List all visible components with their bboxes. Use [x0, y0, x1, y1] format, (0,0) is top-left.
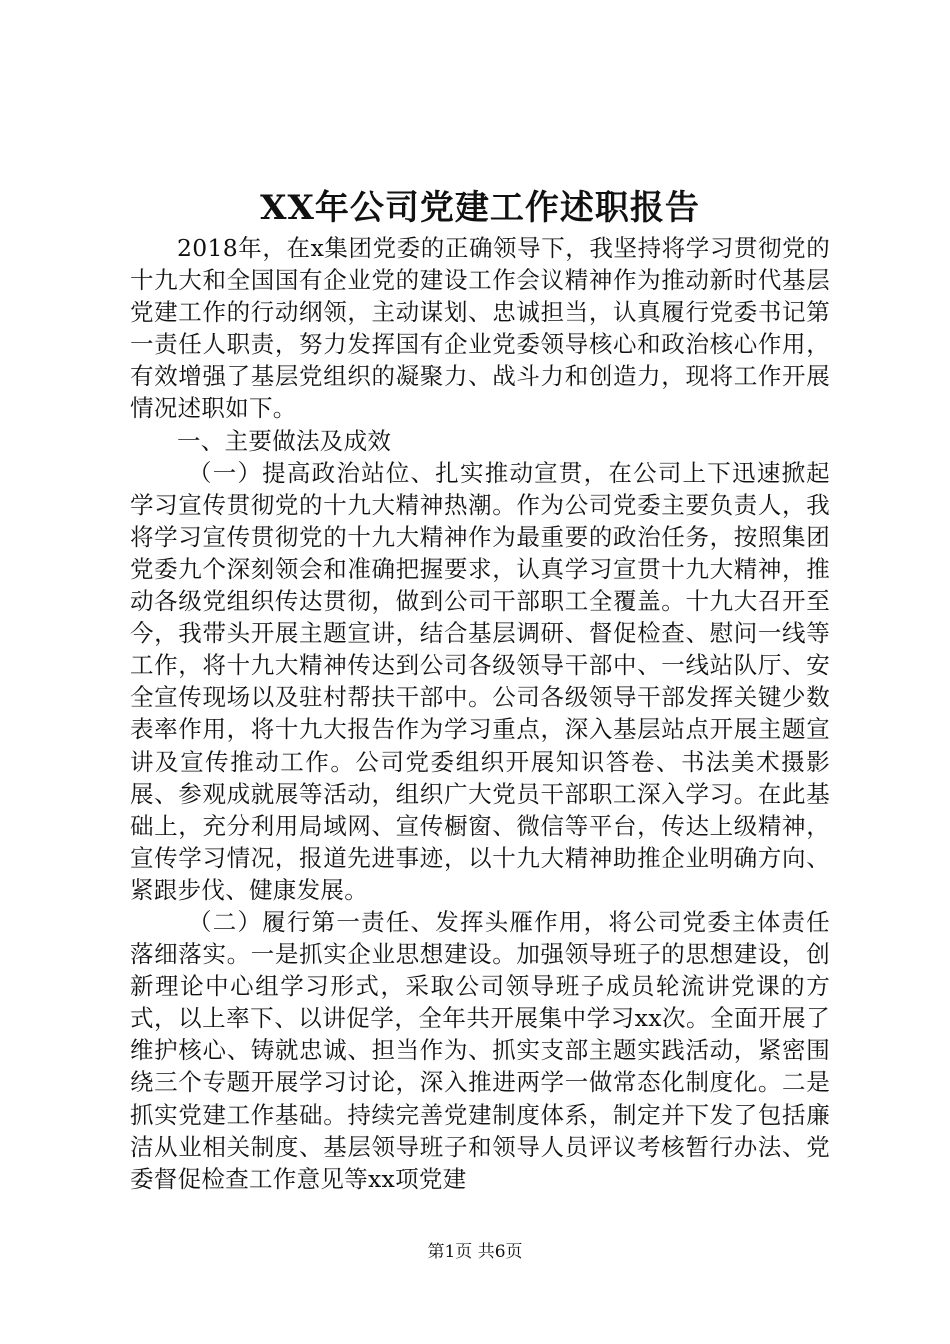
document-title: XX年公司党建工作述职报告 [260, 188, 700, 228]
subsection-1-paragraph: （一）提高政治站位、扎实推动宣贯，在公司上下迅速掀起学习宣传贯彻党的十九大精神热潮。作为公司党委主要负责人，我将学习宣传贯彻党的十九大精神作为最重要的政治任务，按照集团党委九个深刻领会和准确把握要求，认真学习宣贯十九大精神，推动各级党组织传达贯彻，做到公司干部职工全覆盖。十九大召开至今，我带头开展主题宣讲，结合基层调研、督促检查、慰问一线等工作，将十九大精神传达到公司各级领导干部中、一线站队厅、安全宣传现场以及驻村帮扶干部中。公司各级领导干部发挥关键少数表率作用，将十九大报告作为学习重点，深入基层站点开展主题宣讲及宣传推动工作。公司党委组织开展知识答卷、书法美术摄影展、参观成就展等活动，组织广大党员干部职工深入学习。在此基础上，充分利用局域网、宣传橱窗、微信等平台，传达上级精神，宣传学习情况，报道先进事迹，以十九大精神助推企业明确方向、紧跟步伐、健康发展。 [130, 458, 830, 904]
intro-paragraph: 2018年，在x集团党委的正确领导下，我坚持将学习贯彻党的十九大和全国国有企业党的建设工作会议精神作为推动新时代基层党建工作的行动纲领，主动谋划、忠诚担当，认真履行党委书记第一责任人职责，努力发挥国有企业党委领导核心和政治核心作用，有效增强了基层党组织的凝聚力、战斗力和创造力，现将工作开展情况述职如下。 [130, 234, 830, 423]
document-body [130, 232, 830, 1195]
section-heading: 一、主要做法及成效 [177, 426, 392, 455]
subsection-2-paragraph: （二）履行第一责任、发挥头雁作用，将公司党委主体责任落细落实。一是抓实企业思想建设。加强领导班子的思想建设，创新理论中心组学习形式，采取公司领导班子成员轮流讲党课的方式，以上率下、以讲促学，全年共开展集中学习xx次。全面开展了维护核心、铸就忠诚、担当作为、抓实支部主题实践活动，紧密围绕三个专题开展学习讨论，深入推进两学一做常态化制度化。二是抓实党建工作基础。持续完善党建制度体系，制定并下发了包括廉洁从业相关制度、基层领导班子和领导人员评议考核暂行办法、党委督促检查工作意见等xx项党建 [130, 907, 830, 1193]
document-page [130, 0, 830, 1344]
page-number-footer: 第1页 共6页 [427, 1242, 523, 1262]
